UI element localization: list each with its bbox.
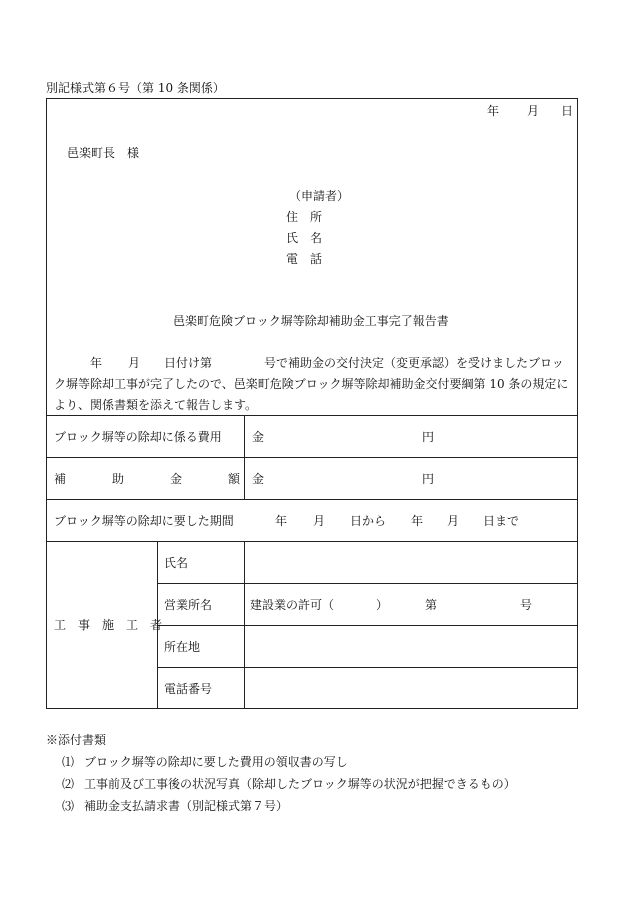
period-start-day: 日から xyxy=(350,514,387,528)
attachment-num-2: ⑵ xyxy=(62,777,75,791)
document-title: 邑楽町危険ブロック塀等除却補助金工事完了報告書 xyxy=(173,314,449,328)
subsidy-prefix: 金 xyxy=(252,472,265,486)
contractor-office-label: 営業所名 xyxy=(164,598,213,612)
contractor-label: 工 事 施 工 者 xyxy=(54,618,163,632)
applicant-name-label: 氏 名 xyxy=(286,231,323,245)
license-dai: 第 xyxy=(425,598,438,612)
period-end-day: 日まで xyxy=(483,514,520,528)
form-number: 別記様式第６号（第 10 条関係） xyxy=(46,81,225,95)
attachment-num-1: ⑴ xyxy=(62,755,75,769)
license-close: ） xyxy=(376,598,389,612)
license-go: 号 xyxy=(520,598,533,612)
table-rule-6 xyxy=(157,667,578,668)
table-col-divider-upper xyxy=(244,415,245,499)
license-label: 建設業の許可（ xyxy=(250,598,335,612)
date-day: 日 xyxy=(561,104,574,118)
table-rule-5 xyxy=(157,625,578,626)
attachments-heading: ※添付書類 xyxy=(46,733,107,747)
table-rule-1 xyxy=(46,457,578,458)
subsidy-label-4: 額 xyxy=(228,472,241,486)
date-month: 月 xyxy=(527,104,540,118)
applicant-heading: （申請者） xyxy=(289,189,350,203)
table-rule-3 xyxy=(46,541,578,542)
subsidy-label-1: 補 xyxy=(54,472,67,486)
period-start-year: 年 xyxy=(275,514,288,528)
body-month: 月 xyxy=(128,356,141,370)
attachment-text-1: ブロック塀等の除却に要した費用の領収書の写し xyxy=(84,755,348,769)
attachment-num-3: ⑶ xyxy=(62,799,75,813)
cost-label: ブロック塀等の除却に係る費用 xyxy=(54,430,222,444)
period-end-month: 月 xyxy=(447,514,460,528)
table-rule-4 xyxy=(157,583,578,584)
body-line1-rest: 号で補助金の交付決定（変更承認）を受けましたブロッ xyxy=(264,356,564,370)
applicant-phone-label: 電 話 xyxy=(286,252,323,266)
body-year: 年 xyxy=(90,356,103,370)
cost-prefix: 金 xyxy=(252,430,265,444)
table-rule-2 xyxy=(46,499,578,500)
body-day-issued: 日付け第 xyxy=(164,356,213,370)
cost-unit: 円 xyxy=(422,430,435,444)
body-line2: ク塀等除却工事が完了したので、邑楽町危険ブロック塀等除却補助金交付要綱第 10 条の規定に xyxy=(54,377,569,391)
period-end-year: 年 xyxy=(411,514,424,528)
table-top-rule xyxy=(46,415,578,416)
period-start-month: 月 xyxy=(313,514,326,528)
addressee: 邑楽町長 様 xyxy=(67,146,140,160)
body-line3: より、関係書類を添えて報告します。 xyxy=(54,398,258,412)
subsidy-unit: 円 xyxy=(422,472,435,486)
period-label: ブロック塀等の除却に要した期間 xyxy=(54,514,234,528)
contractor-location-label: 所在地 xyxy=(164,640,201,654)
applicant-address-label: 住 所 xyxy=(286,210,323,224)
table-col-divider-lower xyxy=(244,541,245,709)
subsidy-label-3: 金 xyxy=(170,472,183,486)
attachment-text-2: 工事前及び工事後の状況写真（除却したブロック塀等の状況が把握できるもの） xyxy=(84,777,516,791)
contractor-name-label: 氏名 xyxy=(164,556,189,570)
attachment-text-3: 補助金支払請求書（別記様式第７号） xyxy=(84,799,289,813)
date-year: 年 xyxy=(487,104,500,118)
subsidy-label-2: 助 xyxy=(112,472,125,486)
contractor-phone-label: 電話番号 xyxy=(164,682,213,696)
